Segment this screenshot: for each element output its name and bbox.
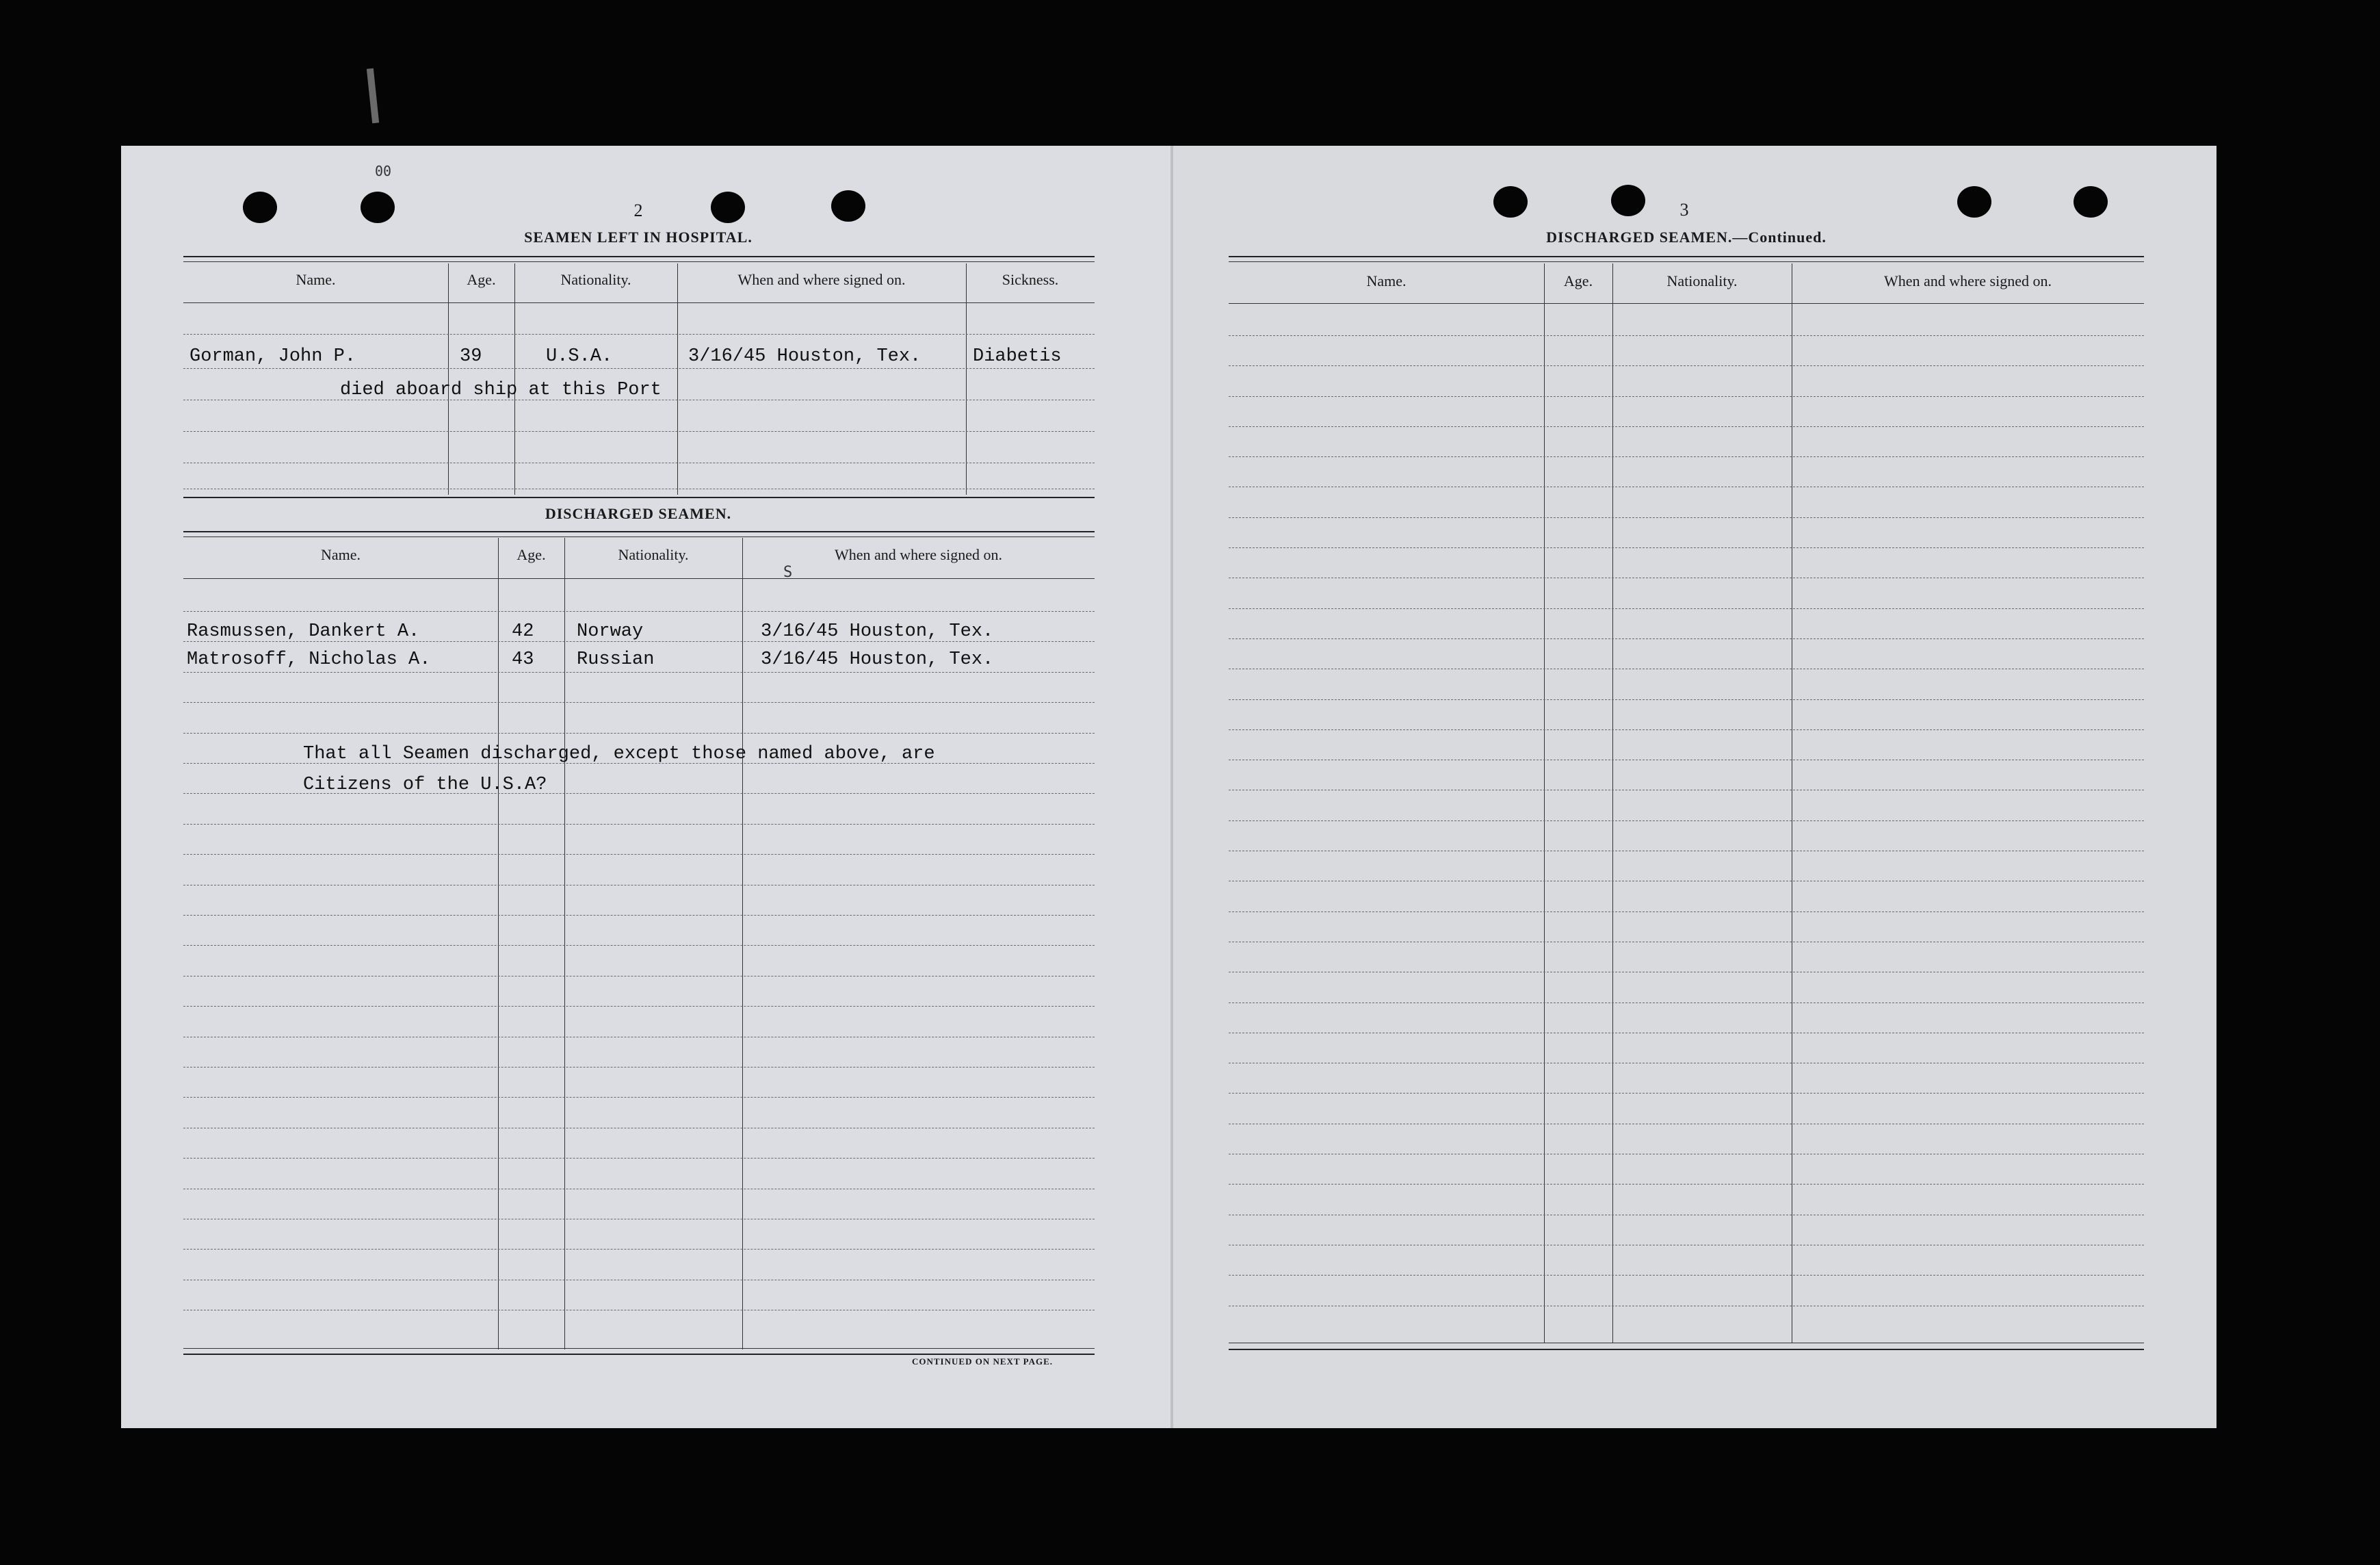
punch-hole (361, 192, 395, 223)
stray-mark: S (783, 564, 793, 581)
citizenship-statement-continued: Citizens of the U.S.A? (303, 775, 547, 795)
rule (183, 256, 1095, 257)
rule (183, 1354, 1095, 1355)
ruled-line (183, 1067, 1095, 1068)
ruled-line (183, 824, 1095, 825)
ruled-line (1229, 1275, 2144, 1276)
discharged-signed-on: 3/16/45 Houston, Tex. (761, 621, 994, 642)
hospital-sickness: Diabetis (973, 346, 1062, 367)
ruled-line (1229, 638, 2144, 639)
ruled-line (183, 945, 1095, 946)
rule (183, 1348, 1095, 1349)
discharged-section-title: DISCHARGED SEAMEN. (545, 505, 732, 522)
ruled-line (183, 1249, 1095, 1250)
discharged-signed-on: 3/16/45 Houston, Tex. (761, 649, 994, 670)
column-divider (677, 263, 678, 495)
discharged-age: 43 (512, 649, 534, 670)
ruled-line (183, 1158, 1095, 1159)
ruled-line (183, 733, 1095, 734)
column-header-age: Age. (1563, 272, 1593, 289)
column-divider (742, 538, 743, 1349)
ruled-line (1229, 426, 2144, 427)
rule (1229, 261, 2144, 262)
rule (1229, 256, 2144, 257)
column-header-sickness: Sickness. (1002, 271, 1059, 288)
citizenship-statement: That all Seamen discharged, except those named above, are (303, 744, 935, 764)
ruled-line (183, 368, 1095, 369)
column-header-name: Name. (1366, 272, 1407, 289)
page-number: 3 (1679, 200, 1689, 220)
hospital-note: died aboard ship at this Port (340, 380, 662, 400)
column-header-nationality: Nationality. (1666, 272, 1738, 289)
page-number: 2 (633, 201, 643, 220)
rule (183, 261, 1095, 262)
punch-hole (711, 192, 745, 223)
punch-hole (831, 190, 865, 222)
column-divider (1544, 263, 1545, 1343)
column-header-signed-on: When and where signed on. (737, 271, 906, 288)
column-header-age: Age. (516, 546, 546, 563)
column-divider (1612, 263, 1613, 1343)
ruled-line (1229, 517, 2144, 518)
rule (183, 531, 1095, 532)
ruled-line (1229, 1093, 2144, 1094)
hospital-section-title: SEAMEN LEFT IN HOSPITAL. (524, 229, 753, 246)
hospital-name: Gorman, John P. (189, 346, 356, 367)
column-divider (966, 263, 967, 495)
punch-hole (1493, 186, 1528, 218)
ruled-line (1229, 456, 2144, 457)
ruled-line (1229, 335, 2144, 336)
column-divider (448, 263, 449, 495)
ruled-line (183, 334, 1095, 335)
punch-hole (2074, 186, 2108, 218)
ruled-line (183, 1006, 1095, 1007)
page-gutter (1171, 146, 1173, 1428)
ruled-line (1229, 608, 2144, 609)
ruled-line (183, 431, 1095, 432)
rule (183, 302, 1095, 303)
ruled-line (1229, 729, 2144, 730)
discharged-nationality: Norway (577, 621, 644, 642)
ruled-line (183, 702, 1095, 703)
column-header-age: Age. (467, 271, 496, 288)
column-header-signed-on: When and where signed on. (835, 546, 1002, 563)
column-header-name: Name. (320, 546, 361, 563)
section-title-suffix: —Continued. (1732, 229, 1827, 246)
ruled-line (1229, 1184, 2144, 1185)
punch-hole (243, 192, 277, 223)
column-header-nationality: Nationality. (618, 546, 689, 563)
ruled-line (1229, 699, 2144, 700)
rule (183, 536, 1095, 537)
ruled-line (183, 611, 1095, 612)
binder-clip (367, 68, 379, 124)
column-header-nationality: Nationality. (560, 271, 631, 288)
hospital-nationality: U.S.A. (546, 346, 613, 367)
punch-hole (1611, 185, 1645, 216)
ruled-line (1229, 547, 2144, 548)
punch-hole (1957, 186, 1991, 218)
discharged-name: Rasmussen, Dankert A. (187, 621, 420, 642)
continued-footer: CONTINUED ON NEXT PAGE. (912, 1356, 1053, 1367)
ruled-line (1229, 820, 2144, 821)
rule (1229, 303, 2144, 304)
ruled-line (183, 854, 1095, 855)
discharged-continued-title (1512, 229, 1861, 246)
discharged-name: Matrosoff, Nicholas A. (187, 649, 431, 670)
rule (183, 497, 1095, 498)
section-title-main: DISCHARGED SEAMEN. (1546, 229, 1733, 246)
ruled-line (1229, 911, 2144, 912)
column-header-name: Name. (296, 271, 336, 288)
ruled-line (1229, 365, 2144, 366)
ruled-line (183, 672, 1095, 673)
left-page (121, 146, 1172, 1428)
hospital-signed-on: 3/16/45 Houston, Tex. (688, 346, 921, 367)
rule (183, 578, 1095, 579)
column-divider (514, 263, 515, 495)
discharged-age: 42 (512, 621, 534, 642)
ruled-line (183, 1097, 1095, 1098)
right-page (1172, 146, 2216, 1428)
column-header-signed-on: When and where signed on. (1884, 272, 2052, 289)
ruled-line (183, 915, 1095, 916)
ruled-line (1229, 396, 2144, 397)
column-divider (498, 538, 499, 1349)
discharged-nationality: Russian (577, 649, 655, 670)
corner-mark: 00 (375, 163, 392, 179)
hospital-age: 39 (460, 346, 482, 367)
rule (1229, 1349, 2144, 1350)
column-divider (564, 538, 565, 1349)
